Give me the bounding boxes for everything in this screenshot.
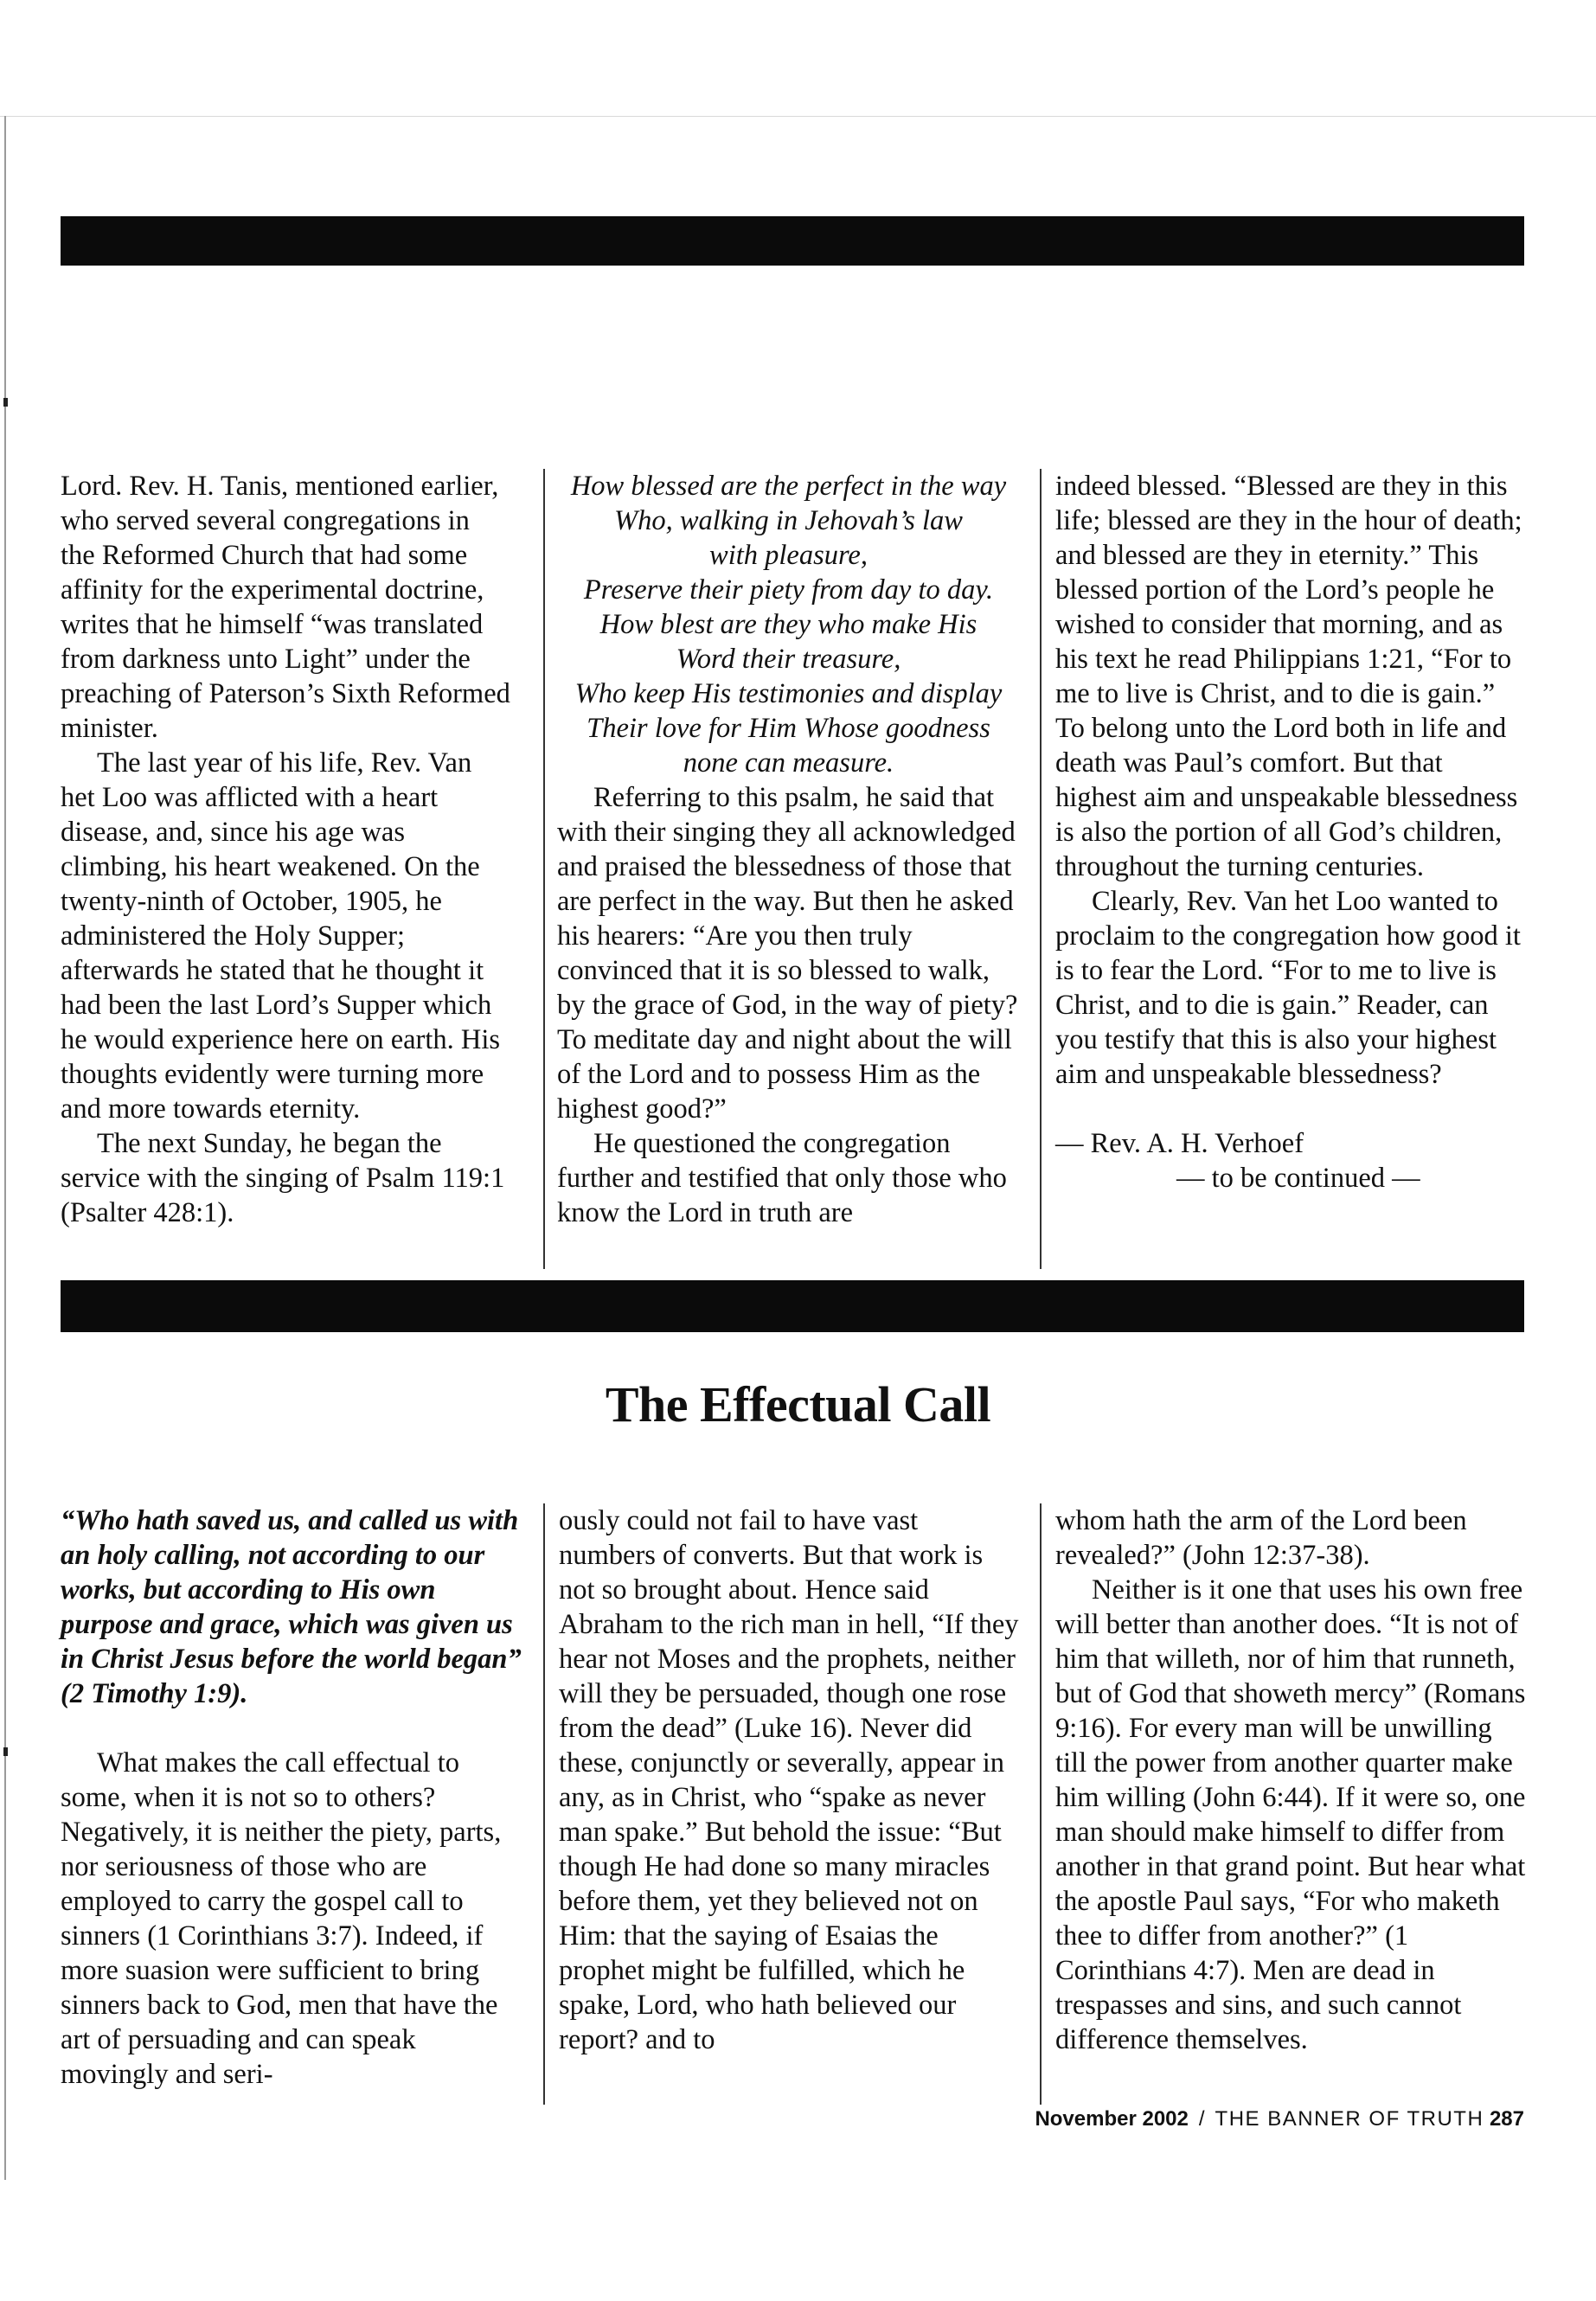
verse-line: none can measure. <box>683 747 894 779</box>
epigraph: “Who hath saved us, and called us with an holy calling, not according to our works, but according to His own purpose and grace, which was given us in Christ Jesus before the world began” (2 Timothy 1:9). <box>61 1505 522 1709</box>
verse-line: with pleasure, <box>709 540 868 571</box>
psalm-verse <box>557 469 1020 780</box>
column-rule <box>1040 1503 1042 2105</box>
paragraph: Lord. Rev. H. Tanis, mentioned earlier, who served several congregations in the Reformed Church that had some affinity for the experimental doctrine, writes that he himself “was translated from darkness unto Light” under the preaching of Paterson’s Sixth Reformed minister. <box>61 471 510 744</box>
paragraph: He questioned the congregation further and testified that only those who know the Lord in truth are <box>557 1128 1007 1228</box>
paragraph: Referring to this psalm, he said that with their singing they all acknowledged and praised the blessedness of those that are perfect in the way. But then he asked his hearers: “Are you then truly convinced that it is so blessed to walk, by the grace of God, in the way of piety? To meditate day and night about the will of the Lord and to possess Him as the highest good?” <box>557 782 1018 1125</box>
page-number: 287 <box>1489 2107 1524 2131</box>
article-column-3 <box>1055 1503 1527 2057</box>
article-column-1 <box>61 1503 523 2092</box>
article-column-2 <box>559 1503 1022 2057</box>
verse-line: Word their treasure, <box>676 644 901 675</box>
footer-separator: / <box>1198 2107 1205 2131</box>
paragraph: whom hath the arm of the Lord been revealed?” (John 12:37-38). <box>1055 1505 1467 1571</box>
upper-column-3 <box>1055 469 1527 1195</box>
magazine-name: THE BANNER OF TRUTH <box>1215 2107 1484 2131</box>
paragraph: ously could not fail to have vast numbers of converts. But that work is not so brought about. Hence said Abraham to the rich man in hell, “If they hear not Moses and the prophets, neither will they be persuaded, though one rose from the dead” (Luke 16). Never did these, conjunctly or severally, appear in any, as in Christ, who “spake as never man spake.” But behold the issue: “But though He had done so many miracles before them, yet they believed not on Him: that the saying of Esaias the prophet might be fulfilled, which he spake, Lord, who hath believed our report? and to <box>559 1505 1019 2055</box>
column-rule <box>543 469 545 1269</box>
paragraph: indeed blessed. “Blessed are they in this life; blessed are they in the hour of death; and blessed are they in eternity.” This blessed portion of the Lord’s people he wished to consider that morning, and as his text he read Philippians 1:21, “For to me to live is Christ, and to die is gain.” To belong unto the Lord both in life and death was Paul’s comfort. But that highest aim and unspeakable blessedness is also the portion of all God’s children, throughout the turning centuries. <box>1055 471 1522 882</box>
margin-mark <box>3 1747 8 1756</box>
verse-line: Their love for Him Whose goodness <box>586 713 990 744</box>
section-divider-bar <box>61 1280 1524 1332</box>
issue-date: November 2002 <box>1035 2107 1189 2131</box>
paragraph: Neither is it one that uses his own free will better than another does. “It is not of him that willeth, nor of him that runneth, but of God that showeth mercy” (Romans 9:16). For every man will be unwilling till the power from another quarter make him willing (John 6:44). If it were so, one man should make himself to differ from another in that grand point. But hear what the apostle Paul says, “For who maketh thee to differ from another?” (1 Corinthians 4:7). Men are dead in trespasses and sins, and such cannot difference themselves. <box>1055 1574 1526 2055</box>
paragraph: The last year of his life, Rev. Van het Loo was afflicted with a heart disease, and, since his age was climbing, his heart weakened. On the twenty-ninth of October, 1905, he administered the Holy Supper; afterwards he stated that he thought it had been the last Lord’s Supper which he would experience here on earth. His thoughts evidently were turning more and more towards eternity. <box>61 747 501 1125</box>
verse-line: Preserve their piety from day to day. <box>583 574 994 606</box>
author-signature: — Rev. A. H. Verhoef <box>1055 1128 1304 1159</box>
verse-line: How blest are they who make His <box>599 609 977 640</box>
page-footer <box>1035 2107 1524 2131</box>
verse-line: Who, walking in Jehovah’s law <box>614 505 963 536</box>
article-title: The Effectual Call <box>605 1376 991 1433</box>
paragraph: The next Sunday, he began the service with the singing of Psalm 119:1 (Psalter 428:1). <box>61 1128 505 1228</box>
paragraph: Clearly, Rev. Van het Loo wanted to proclaim to the congregation how good it is to fear the Lord. “For to me to live is Christ, and to die is gain.” Reader, can you testify that this is also your highest aim and unspeakable blessedness? <box>1055 886 1521 1090</box>
column-rule <box>543 1503 545 2105</box>
header-bar <box>61 216 1524 266</box>
upper-column-2 <box>557 469 1020 1230</box>
upper-column-1 <box>61 469 510 1230</box>
verse-line: Who keep His testimonies and display <box>574 678 1003 709</box>
page-edge-left <box>4 116 6 2180</box>
paragraph: What makes the call effectual to some, when it is not so to others? Negatively, it is neither the piety, parts, nor seriousness of those who are employed to carry the gospel call to sinners (1 Corinthians 3:7). Indeed, if more suasion were sufficient to bring sinners back to God, men that have the art of persuading and can speak movingly and seri- <box>61 1747 502 2090</box>
margin-mark <box>3 398 8 407</box>
verse-line: How blessed are the perfect in the way <box>570 471 1007 502</box>
continued-note: — to be continued — <box>1176 1163 1420 1194</box>
column-rule <box>1040 469 1042 1269</box>
page-edge-top <box>0 116 1596 117</box>
